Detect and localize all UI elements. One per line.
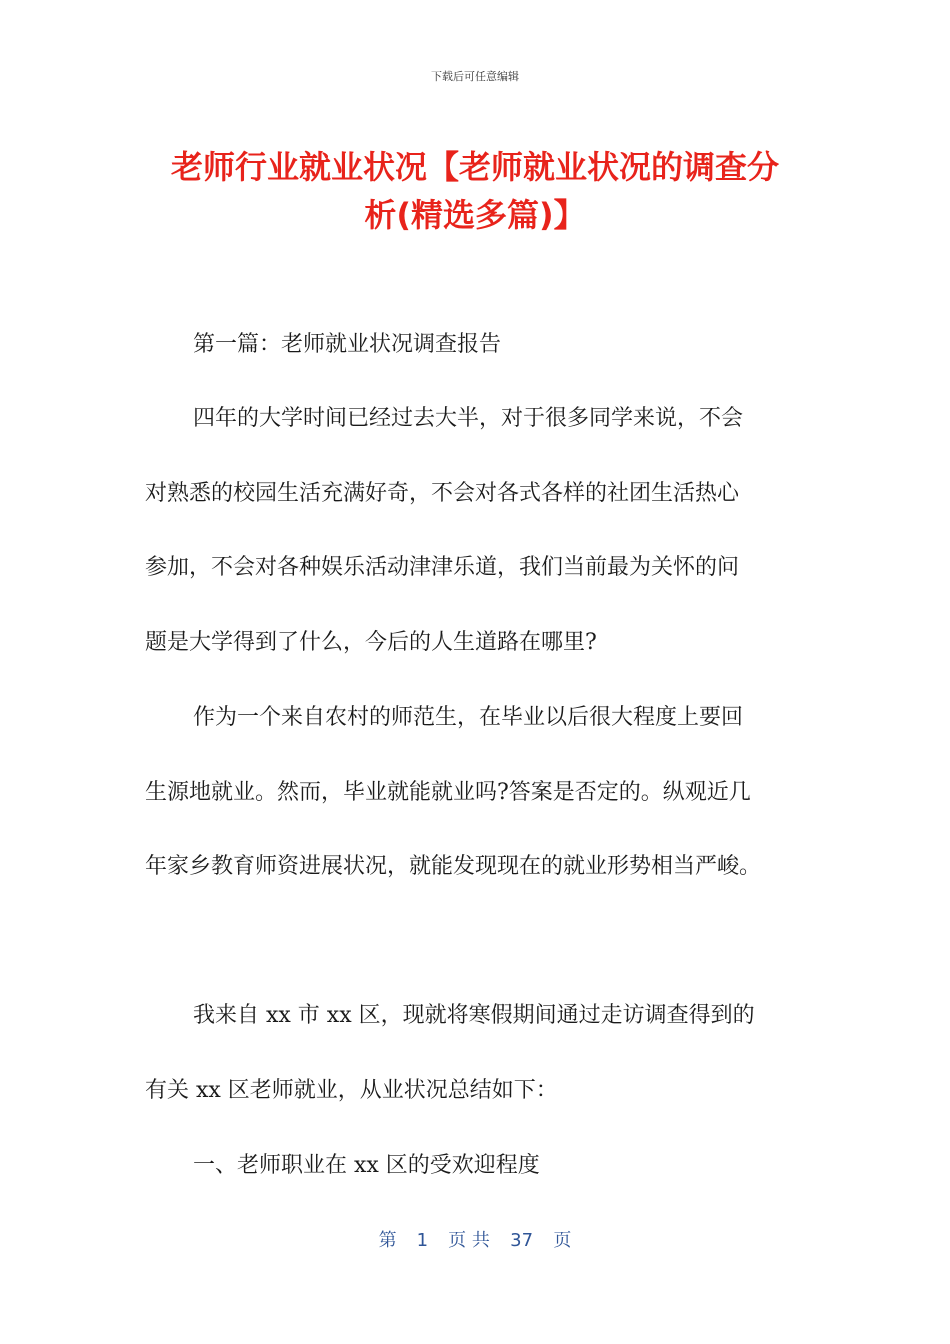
paragraph-line: 题是大学得到了什么，今后的人生道路在哪里?	[145, 630, 597, 655]
paragraph-line: 参加，不会对各种娱乐活动津津乐道，我们当前最为关怀的问	[145, 555, 740, 580]
page-header-note: 下载后可任意编辑	[431, 70, 519, 83]
document-title	[130, 143, 820, 239]
footer-prefix: 第	[378, 1230, 397, 1251]
paragraph-line: 作为一个来自农村的师范生，在毕业以后很大程度上要回	[193, 705, 744, 730]
footer-total-pages: 37	[510, 1230, 534, 1251]
paragraph-line: 有关 xx 区老师就业，从业状况总结如下：	[145, 1078, 558, 1103]
title-line-1: 老师行业就业状况【老师就业状况的调查分	[170, 148, 779, 186]
footer-suffix: 页	[553, 1230, 572, 1251]
page-footer	[0, 1226, 950, 1252]
section-heading: 第一篇：老师就业状况调查报告	[193, 332, 502, 357]
paragraph-line: 我来自 xx 市 xx 区，现就将寒假期间通过走访调查得到的	[193, 1003, 755, 1028]
paragraph-line: 生源地就业。然而，毕业就能就业吗?答案是否定的。纵观近几	[145, 780, 751, 805]
footer-current-page: 1	[416, 1230, 429, 1251]
subsection-heading: 一、老师职业在 xx 区的受欢迎程度	[193, 1153, 540, 1178]
footer-middle: 页 共	[448, 1230, 490, 1251]
paragraph-line: 四年的大学时间已经过去大半，对于很多同学来说，不会	[193, 406, 744, 431]
paragraph-line: 对熟悉的校园生活充满好奇，不会对各式各样的社团生活热心	[145, 481, 740, 506]
paragraph-line: 年家乡教育师资进展状况，就能发现现在的就业形势相当严峻。	[145, 854, 762, 879]
title-line-2: 析(精选多篇)】	[364, 196, 586, 234]
